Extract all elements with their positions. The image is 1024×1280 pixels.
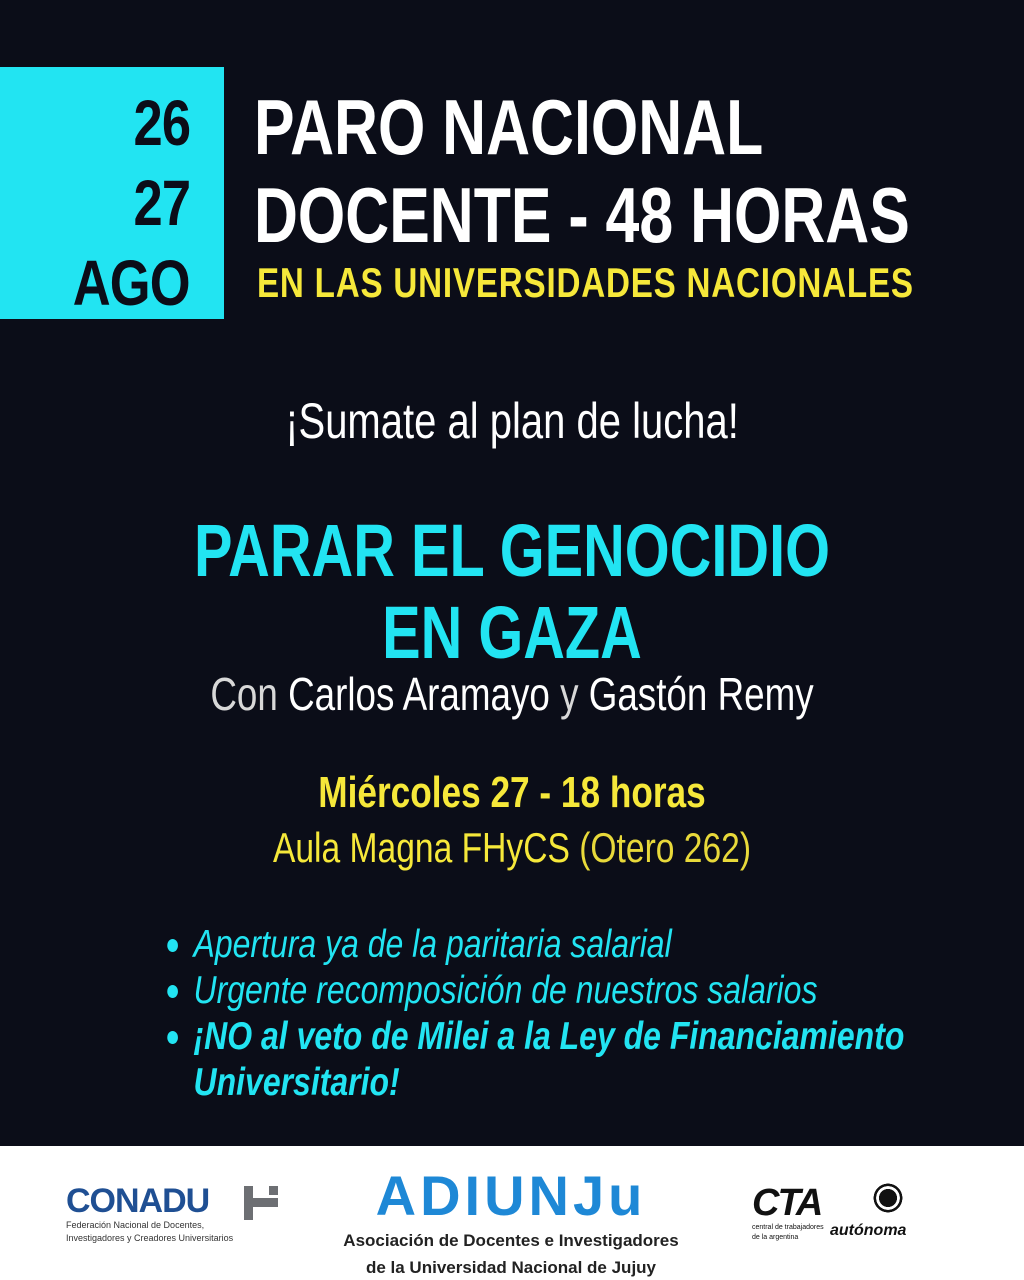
- bullet-dot-icon: [167, 985, 178, 998]
- event-title-line-1: PARAR EL GENOCIDIO: [193, 509, 831, 592]
- headline-line-1: PARO NACIONAL: [254, 83, 764, 171]
- conadu-mark-icon: [244, 1186, 278, 1220]
- bullet-dot-icon: [167, 939, 178, 952]
- cta-name: CTA: [752, 1182, 822, 1224]
- sponsor-footer: [0, 1146, 1024, 1280]
- adiunju-name: ADIUNJu: [375, 1164, 647, 1227]
- event-title-line-2: EN GAZA: [382, 591, 642, 674]
- demand-item: [164, 968, 904, 1014]
- bullet-dot-icon: [167, 1031, 178, 1044]
- date-day-2: 27: [133, 167, 190, 239]
- event-datetime: Miércoles 27 - 18 horas: [318, 768, 706, 817]
- event-venue: Aula Magna FHyCS: [272, 824, 570, 871]
- demand-text: Apertura ya de la paritaria salarial: [193, 923, 672, 966]
- cta-logo: [752, 1184, 912, 1242]
- date-month: AGO: [72, 247, 190, 319]
- demand-item: [164, 922, 904, 968]
- demand-text: Urgente recomposición de nuestros salarios: [193, 969, 818, 1012]
- sun-icon: [870, 1180, 906, 1216]
- conadu-subtitle-1: Federación Nacional de Docentes,: [66, 1220, 205, 1230]
- demands-list: [164, 922, 1024, 1106]
- speakers-prefix: Con: [210, 668, 278, 720]
- demand-text: Universitario!: [193, 1061, 400, 1104]
- speakers-joiner: y: [560, 668, 579, 720]
- headline-line-2: DOCENTE - 48 HORAS: [254, 171, 910, 259]
- cta-subtitle-2: de la argentina: [752, 1234, 799, 1241]
- date-box: [0, 67, 224, 319]
- event-address: (Otero 262): [579, 824, 752, 871]
- demand-item: [164, 1014, 904, 1060]
- demand-item-continued: [164, 1060, 904, 1106]
- conadu-subtitle-2: Investigadores y Creadores Universitarios: [66, 1233, 234, 1243]
- cta-tag: autónoma: [830, 1222, 907, 1239]
- adiunju-subtitle-2: de la Universidad Nacional de Jujuy: [365, 1258, 657, 1277]
- adiunju-logo: [326, 1164, 696, 1278]
- event-location: [102, 824, 921, 872]
- conadu-logo: [66, 1184, 233, 1244]
- cta-subtitle-1: central de trabajadores: [752, 1224, 824, 1231]
- demand-text: ¡NO al veto de Milei a la Ley de Financiamiento: [193, 1015, 905, 1058]
- speaker-2: Gastón Remy: [588, 668, 814, 720]
- date-day-1: 26: [133, 87, 190, 159]
- invite-text: ¡Sumate al plan de lucha!: [285, 393, 739, 449]
- speaker-1: Carlos Aramayo: [288, 668, 550, 720]
- conadu-name: CONADU: [66, 1182, 210, 1220]
- adiunju-subtitle-1: Asociación de Docentes e Investigadores: [343, 1231, 679, 1250]
- event-speakers: [102, 667, 921, 721]
- headline-subtitle: EN LAS UNIVERSIDADES NACIONALES: [257, 259, 914, 306]
